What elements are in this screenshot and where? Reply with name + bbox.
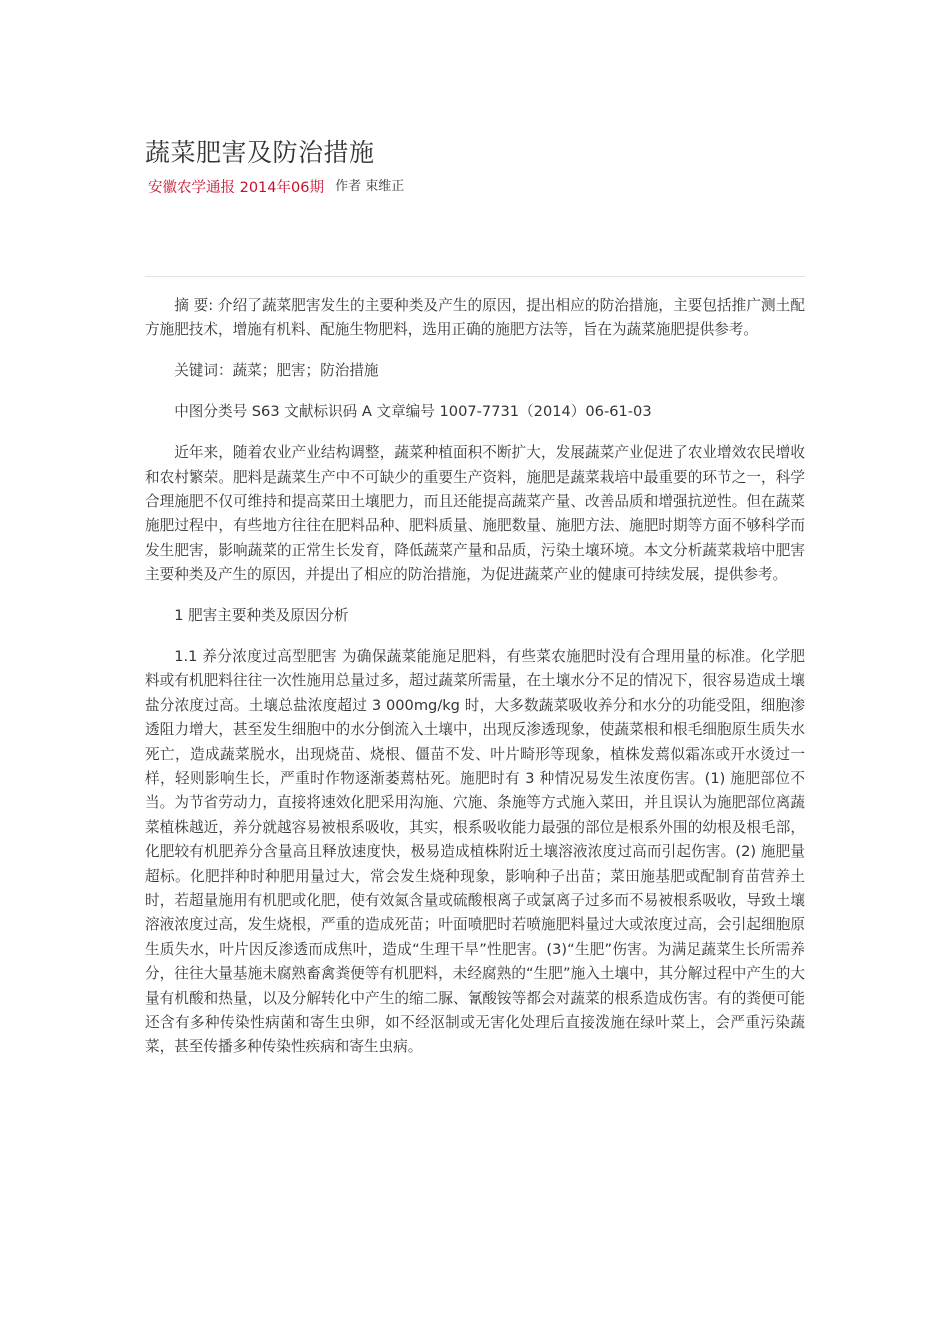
journal-source-link[interactable]: 安徽农学通报 2014年06期 <box>148 180 324 196</box>
keywords-paragraph: 关键词：蔬菜；肥害；防治措施 <box>174 362 379 380</box>
abstract-paragraph: 摘 要: 介绍了蔬菜肥害发生的主要种类及产生的原因，提出相应的防治措施，主要包括推广测土配方施肥技术，增施有机料、配施生物肥料，选用正确的施肥方法等，旨在为蔬菜施肥提供参考。 <box>145 297 805 339</box>
intro-paragraph: 近年来，随着农业产业结构调整，蔬菜种植面积不断扩大，发展蔬菜产业促进了农业增效农民增收和农村繁荣。肥料是蔬菜生产中不可缺少的重要生产资料，施肥是蔬菜栽培中最重要的环节之一，科学合理施肥不仅可维持和提高菜田土壤肥力，而且还能提高蔬菜产量、改善品质和增强抗逆性。但在蔬菜施肥过程中，有些地方往往在肥料品种、肥料质量、施肥数量、施肥方法、施肥时期等方面不够科学而发生肥害，影响蔬菜的正常生长发育，降低蔬菜产量和品质，污染土壤环境。本文分析蔬菜栽培中肥害主要种类及产生的原因，并提出了相应的防治措施，为促进蔬菜产业的健康可持续发展，提供参考。 <box>145 444 805 584</box>
article-title: 蔬菜肥害及防治措施 <box>145 138 375 167</box>
section-heading: 1 肥害主要种类及原因分析 <box>174 607 349 625</box>
article-meta <box>148 176 404 197</box>
article-body <box>145 294 805 1060</box>
classification-paragraph: 中图分类号 S63 文献标识码 A 文章编号 1007-7731（2014）06-61-03 <box>174 403 652 421</box>
divider <box>145 276 805 277</box>
article-author: 作者 束维正 <box>335 179 405 194</box>
section-paragraph: 1.1 养分浓度过高型肥害 为确保蔬菜能施足肥料，有些菜农施肥时没有合理用量的标准。化学肥料或有机肥料往往一次性施用总量过多，超过蔬菜所需量，在土壤水分不足的情况下，很容易造成土壤盐分浓度过高。土壤总盐浓度超过 3 000mg/kg 时，大多数蔬菜吸收养分和水分的功能受阻，细胞渗透阻力增大，甚至发生细胞中的水分倒流入土壤中，出现反渗透现象，使蔬菜根和根毛细胞原生质失水死亡，造成蔬菜脱水，出现烧苗、烧根、僵苗不发、叶片畸形等现象，植株发蔫似霜冻或开水烫过一样，轻则影响生长，严重时作物逐渐萎蔫枯死。施肥时有 3 种情况易发生浓度伤害。(1) 施肥部位不当。为节省劳动力，直接将速效化肥采用沟施、穴施、条施等方式施入菜田，并且误认为施肥部位离蔬菜植株越近，养分就越容易被根系吸收，其实，根系吸收能力最强的部位是根系外围的幼根及根毛部，化肥较有机肥养分含量高且释放速度快，极易造成植株附近土壤溶液浓度过高而引起伤害。(2) 施肥量超标。化肥拌种时种肥用量过大，常会发生烧种现象，影响种子出苗；菜田施基肥或配制育苗营养土时，若超量施用有机肥或化肥，使有效氮含量或硫酸根离子或氯离子过多而不易被根系吸收，导致土壤溶液浓度过高，发生烧根，严重的造成死苗；叶面喷肥时若喷施肥料量过大或浓度过高，会引起细胞原生质失水，叶片因反渗透而成焦叶，造成“生理干旱”性肥害。(3)“生肥”伤害。为满足蔬菜生长所需养分，往往大量基施未腐熟畜禽粪便等有机肥料，未经腐熟的“生肥”施入土壤中，其分解过程中产生的大量有机酸和热量，以及分解转化中产生的缩二脲、氰酸铵等都会对蔬菜的根系造成伤害。有的粪便可能还含有多种传染性病菌和寄生虫卵，如不经沤制或无害化处理后直接泼施在绿叶菜上，会严重污染蔬菜，甚至传播多种传染性疾病和寄生虫病。 <box>145 647 805 1056</box>
